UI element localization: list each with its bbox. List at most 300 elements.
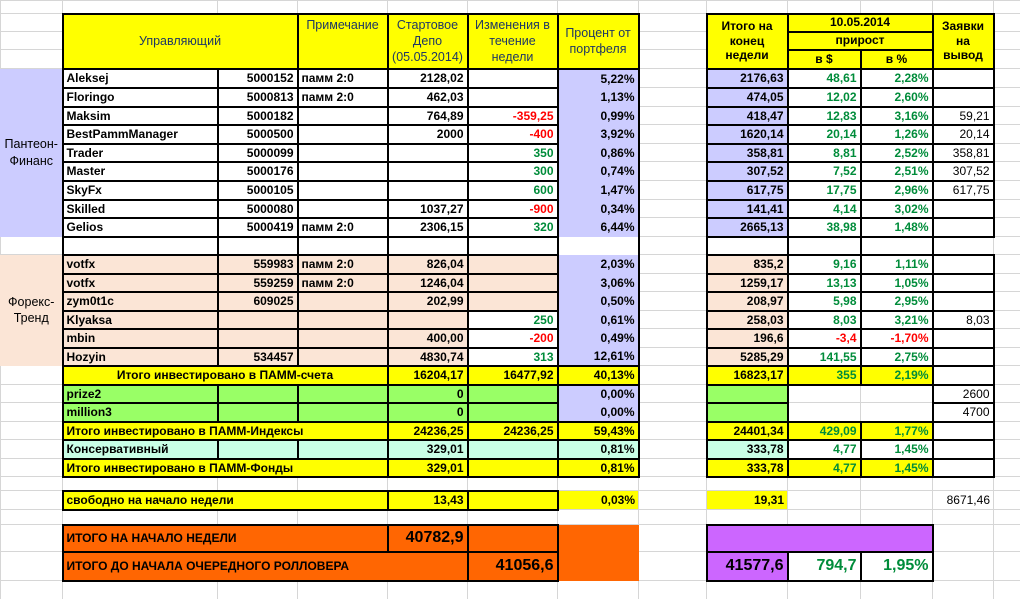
cell-fund-name[interactable]: Консервативный (63, 440, 218, 459)
cell-blank-green[interactable] (218, 403, 298, 422)
cell-index-name[interactable]: prize2 (63, 385, 218, 403)
cell-gain-usd[interactable]: 7,52 (788, 162, 861, 181)
cell-blank (861, 385, 933, 403)
cell-manager-name[interactable]: votfx (63, 274, 218, 292)
cell-week-change[interactable]: 600 (468, 181, 558, 200)
cell-portfolio-pct[interactable]: 0,50% (558, 292, 639, 311)
cell-manager-name[interactable]: Skilled (63, 200, 218, 218)
cell-blank (707, 1, 788, 14)
cell-week-change[interactable]: 24236,25 (468, 422, 558, 440)
cell-blank (468, 477, 558, 491)
spacer-row (1, 237, 1020, 255)
cell-margin (994, 69, 1020, 88)
grand-total-gain-usd[interactable]: 794,7 (788, 552, 861, 581)
cell-start-depo[interactable]: 202,99 (388, 292, 468, 311)
cell-gain-pct[interactable]: 2,52% (861, 144, 933, 162)
cell-portfolio-pct[interactable]: 1,47% (558, 181, 639, 200)
cell-week-total[interactable]: 358,81 (707, 144, 788, 162)
cell-withdraw[interactable]: 358,81 (933, 144, 994, 162)
cell-blank-green[interactable] (218, 385, 298, 403)
cell-blank (63, 581, 218, 599)
cell-blank (788, 237, 861, 255)
cell-portfolio-pct[interactable]: 0,00% (558, 403, 639, 422)
cell-week-total[interactable]: 5285,29 (707, 348, 788, 366)
cell-withdraw[interactable] (933, 255, 994, 274)
cell-gain-pct[interactable]: 1,11% (861, 255, 933, 274)
cell-week-change[interactable]: 250 (468, 311, 558, 329)
cell-gap (639, 274, 707, 292)
cell-gain-usd[interactable]: 355 (788, 366, 861, 385)
grand-total-gain-pct[interactable]: 1,95% (861, 552, 933, 581)
cell-withdraw[interactable] (933, 274, 994, 292)
cell-note[interactable] (298, 311, 388, 329)
cell-withdraw[interactable]: 59,21 (933, 107, 994, 125)
summary-start-label[interactable]: ИТОГО НА НАЧАЛО НЕДЕЛИ (63, 525, 388, 552)
cell-gain-pct[interactable]: 2,75% (861, 348, 933, 366)
cell-margin (994, 32, 1020, 50)
header-portfolio-pct[interactable]: Процент от портфеля (558, 14, 639, 69)
cell-withdraw[interactable]: 307,52 (933, 162, 994, 181)
cell-week-total[interactable]: 617,75 (707, 181, 788, 200)
cell-blank (298, 510, 388, 525)
cell-gain-usd[interactable]: 20,14 (788, 125, 861, 144)
header-manager[interactable]: Управляющий (63, 14, 298, 69)
cell-portfolio-pct[interactable]: 0,49% (558, 329, 639, 348)
cell-blank (788, 491, 861, 510)
cell-blank-cyan[interactable] (218, 440, 298, 459)
cell-gain-pct[interactable]: -1,70% (861, 329, 933, 348)
cell-week-change[interactable] (468, 491, 558, 510)
cell-week-change[interactable] (468, 69, 558, 88)
cell-blank-green[interactable] (298, 403, 388, 422)
cell-blank (1, 50, 63, 69)
header-withdraw[interactable]: Заявки на вывод (933, 14, 994, 69)
cell-note[interactable] (298, 125, 388, 144)
cell-portfolio-pct[interactable]: 5,22% (558, 69, 639, 88)
cell-manager-name[interactable]: zym0t1c (63, 292, 218, 311)
header-gain-usd[interactable]: в $ (788, 50, 861, 69)
cell-manager-name[interactable]: mbin (63, 329, 218, 348)
cell-week-change[interactable]: 320 (468, 218, 558, 237)
cell-blank (639, 581, 707, 599)
grand-total-value[interactable]: 41577,6 (707, 552, 788, 581)
cell-gain-usd[interactable]: 17,75 (788, 181, 861, 200)
cell-blank (558, 477, 639, 491)
cell-portfolio-pct[interactable]: 6,44% (558, 218, 639, 237)
cell-gain-pct[interactable]: 1,05% (861, 274, 933, 292)
cell-blank (468, 581, 558, 599)
cell-portfolio-pct[interactable]: 1,13% (558, 88, 639, 107)
cell-withdraw[interactable] (933, 348, 994, 366)
cell-account[interactable] (218, 311, 298, 329)
blank-row (1, 1, 1020, 14)
cell-start-depo[interactable] (388, 162, 468, 181)
cell-note[interactable]: памм 2:0 (298, 255, 388, 274)
cell-portfolio-pct[interactable]: 2,03% (558, 255, 639, 274)
cell-blank (468, 510, 558, 525)
cell-note[interactable] (298, 200, 388, 218)
summary-rollover-label[interactable]: ИТОГО ДО НАЧАЛА ОЧЕРЕДНОГО РОЛЛОВЕРА (63, 552, 468, 581)
cell-account[interactable] (218, 329, 298, 348)
cell-week-change[interactable] (468, 459, 558, 477)
cell-gain-usd[interactable]: 48,61 (788, 69, 861, 88)
cell-start-depo[interactable]: 462,03 (388, 88, 468, 107)
cell-blank (218, 237, 298, 255)
cell-account[interactable]: 559259 (218, 274, 298, 292)
cell-week-change[interactable] (468, 385, 558, 403)
manager-row (1, 200, 1020, 218)
cell-account[interactable]: 534457 (218, 348, 298, 366)
cell-portfolio-pct[interactable]: 0,61% (558, 311, 639, 329)
cell-gain-pct[interactable]: 1,45% (861, 440, 933, 459)
cell-start-depo[interactable]: 2306,15 (388, 218, 468, 237)
summary-rollover-value[interactable]: 41056,6 (468, 552, 558, 581)
cell-withdraw[interactable] (933, 329, 994, 348)
total-funds-label[interactable]: Итого инвестировано в ПАММ-Фонды (63, 459, 388, 477)
cell-manager-name[interactable]: Klyaksa (63, 311, 218, 329)
cell-withdraw[interactable] (933, 459, 994, 477)
cell-margin (994, 552, 1020, 581)
cell-start-depo[interactable] (388, 144, 468, 162)
cell-margin (994, 125, 1020, 144)
cell-margin (994, 181, 1020, 200)
cell-week-total[interactable]: 1259,17 (707, 274, 788, 292)
cell-gain-usd[interactable]: -3,4 (788, 329, 861, 348)
cell-week-change[interactable] (468, 88, 558, 107)
cell-account[interactable]: 5000080 (218, 200, 298, 218)
cell-gap (639, 50, 707, 69)
cell-blank (861, 237, 933, 255)
cell-week-total[interactable]: 333,78 (707, 459, 788, 477)
cell-account[interactable]: 5000152 (218, 69, 298, 88)
cell-note[interactable] (298, 181, 388, 200)
cell-index-name[interactable]: million3 (63, 403, 218, 422)
cell-gap (639, 144, 707, 162)
cell-gain-usd[interactable]: 5,98 (788, 292, 861, 311)
cell-manager-name[interactable]: Maksim (63, 107, 218, 125)
cell-blank (933, 1, 994, 14)
cell-start-depo[interactable]: 329,01 (388, 459, 468, 477)
header-week-changes[interactable]: Изменения в течение недели (468, 14, 558, 69)
cell-gain-pct[interactable]: 1,26% (861, 125, 933, 144)
total-accounts-label[interactable]: Итого инвестировано в ПАММ-счета (63, 366, 388, 385)
cell-portfolio-pct[interactable]: 0,03% (558, 491, 639, 510)
cell-account[interactable]: 5000813 (218, 88, 298, 107)
cell-withdraw[interactable]: 20,14 (933, 125, 994, 144)
cell-gain-pct[interactable]: 2,19% (861, 366, 933, 385)
cell-blank (788, 403, 861, 422)
cell-gap (639, 385, 707, 403)
cell-gain-pct[interactable]: 1,77% (861, 422, 933, 440)
cell-gain-usd[interactable]: 8,03 (788, 311, 861, 329)
cell-portfolio-pct[interactable]: 0,81% (558, 459, 639, 477)
cell-gain-pct[interactable]: 2,28% (861, 69, 933, 88)
header-gain[interactable]: прирост (788, 32, 933, 50)
cell-note[interactable]: памм 2:0 (298, 274, 388, 292)
index-account-row (1, 403, 1020, 422)
cell-margin (994, 14, 1020, 32)
cell-withdraw[interactable] (933, 69, 994, 88)
cell-week-change[interactable] (468, 440, 558, 459)
cell-week-total[interactable]: 418,47 (707, 107, 788, 125)
cell-portfolio-pct[interactable]: 0,74% (558, 162, 639, 181)
cell-withdraw[interactable] (933, 292, 994, 311)
cell-account[interactable]: 5000105 (218, 181, 298, 200)
cell-week-total[interactable] (707, 403, 788, 422)
cell-account[interactable]: 5000500 (218, 125, 298, 144)
grand-total-header-band[interactable] (707, 525, 933, 552)
cell-gap (639, 88, 707, 107)
cell-blank (63, 1, 218, 14)
cell-account[interactable]: 5000099 (218, 144, 298, 162)
cell-start-depo[interactable]: 16204,17 (388, 366, 468, 385)
cell-gap (639, 237, 707, 255)
manager-row (1, 348, 1020, 366)
cell-note[interactable]: памм 2:0 (298, 69, 388, 88)
cell-week-change[interactable]: 16477,92 (468, 366, 558, 385)
cell-blank (788, 385, 861, 403)
cell-portfolio-pct[interactable]: 3,06% (558, 274, 639, 292)
cell-week-total[interactable]: 19,31 (707, 491, 788, 510)
conservative-row (1, 440, 1020, 459)
cell-blank (639, 477, 707, 491)
header-gain-pct[interactable]: в % (861, 50, 933, 69)
manager-row (1, 329, 1020, 348)
cell-note[interactable] (298, 329, 388, 348)
cell-manager-name[interactable]: Aleksej (63, 69, 218, 88)
cell-gain-usd[interactable]: 13,13 (788, 274, 861, 292)
summary-start-value[interactable]: 40782,9 (388, 525, 468, 552)
cell-margin (994, 107, 1020, 125)
cell-gain-pct[interactable]: 2,95% (861, 292, 933, 311)
cell-gain-usd[interactable]: 12,02 (788, 88, 861, 107)
cell-week-total[interactable]: 307,52 (707, 162, 788, 181)
cell-start-depo[interactable]: 0 (388, 403, 468, 422)
cell-start-depo[interactable]: 400,00 (388, 329, 468, 348)
cell-week-change[interactable] (468, 255, 558, 274)
cell-note[interactable]: памм 2:0 (298, 88, 388, 107)
cell-gap (639, 552, 707, 581)
cell-gain-pct[interactable]: 3,16% (861, 107, 933, 125)
cell-gain-usd[interactable]: 38,98 (788, 218, 861, 237)
cell-start-depo[interactable]: 24236,25 (388, 422, 468, 440)
cell-withdraw-total[interactable]: 8671,46 (933, 491, 994, 510)
cell-orange-blank[interactable] (468, 525, 558, 552)
cell-note[interactable] (298, 348, 388, 366)
cell-withdraw[interactable]: 617,75 (933, 181, 994, 200)
cell-blank (933, 237, 994, 255)
header-week-end-total[interactable]: Итого на конец недели (707, 14, 788, 69)
cell-week-total[interactable]: 1620,14 (707, 125, 788, 144)
cell-start-depo[interactable]: 2000 (388, 125, 468, 144)
cell-portfolio-pct[interactable]: 0,00% (558, 385, 639, 403)
cell-gap (639, 181, 707, 200)
cell-week-change[interactable]: -400 (468, 125, 558, 144)
cell-week-total[interactable]: 16823,17 (707, 366, 788, 385)
cell-manager-name[interactable]: BestPammManager (63, 125, 218, 144)
cell-blank (1, 1, 63, 14)
cell-gain-pct[interactable]: 1,48% (861, 218, 933, 237)
manager-row (1, 69, 1020, 88)
cell-gain-usd[interactable]: 9,16 (788, 255, 861, 274)
cell-start-depo[interactable]: 329,01 (388, 440, 468, 459)
cell-gain-usd[interactable]: 12,83 (788, 107, 861, 125)
manager-row (1, 162, 1020, 181)
cell-manager-name[interactable]: Trader (63, 144, 218, 162)
cell-week-total[interactable]: 835,2 (707, 255, 788, 274)
manager-row (1, 88, 1020, 107)
cell-start-depo[interactable] (388, 181, 468, 200)
cell-week-change[interactable] (468, 274, 558, 292)
cell-gap (639, 403, 707, 422)
cell-gain-usd[interactable]: 141,55 (788, 348, 861, 366)
cell-account[interactable]: 609025 (218, 292, 298, 311)
cell-account[interactable]: 559983 (218, 255, 298, 274)
cell-withdraw[interactable]: 2600 (933, 385, 994, 403)
cell-gain-usd[interactable]: 4,77 (788, 459, 861, 477)
cell-week-total[interactable]: 2176,63 (707, 69, 788, 88)
cell-blank (707, 477, 788, 491)
cell-blank-green[interactable] (298, 385, 388, 403)
cell-withdraw[interactable] (933, 440, 994, 459)
cell-week-total[interactable]: 2665,13 (707, 218, 788, 237)
cell-gain-pct[interactable]: 2,60% (861, 88, 933, 107)
cell-gain-pct[interactable]: 2,51% (861, 162, 933, 181)
cell-start-depo[interactable]: 0 (388, 385, 468, 403)
cell-start-depo[interactable]: 1037,27 (388, 200, 468, 218)
cell-margin (994, 366, 1020, 385)
cell-note[interactable] (298, 107, 388, 125)
cell-week-change[interactable]: -200 (468, 329, 558, 348)
cell-start-depo[interactable]: 13,43 (388, 491, 468, 510)
cell-account[interactable]: 5000419 (218, 218, 298, 237)
cell-blank (298, 581, 388, 599)
cell-portfolio-pct[interactable]: 0,86% (558, 144, 639, 162)
cell-week-change[interactable]: 300 (468, 162, 558, 181)
cell-account[interactable]: 5000176 (218, 162, 298, 181)
cell-manager-name[interactable]: Hozyin (63, 348, 218, 366)
cell-withdraw[interactable] (933, 422, 994, 440)
total-indexes-label[interactable]: Итого инвестировано в ПАММ-Индексы (63, 422, 388, 440)
cell-week-total[interactable]: 258,03 (707, 311, 788, 329)
cell-week-change[interactable]: 313 (468, 348, 558, 366)
cell-note[interactable]: памм 2:0 (298, 218, 388, 237)
group-label-pantheon[interactable]: Пантеон-Финанс (1, 69, 63, 237)
header-start-depo[interactable]: Стартовое Депо (05.05.2014) (388, 14, 468, 69)
cell-margin (994, 311, 1020, 329)
cell-week-change[interactable]: -359,25 (468, 107, 558, 125)
cell-blank (861, 403, 933, 422)
cell-manager-name[interactable]: Gelios (63, 218, 218, 237)
cell-withdraw[interactable] (933, 88, 994, 107)
cell-gap (639, 366, 707, 385)
cell-blank (388, 477, 468, 491)
cell-week-total[interactable]: 196,6 (707, 329, 788, 348)
cell-blank (861, 510, 933, 525)
cell-portfolio-pct[interactable]: 12,61% (558, 348, 639, 366)
cell-withdraw[interactable]: 4700 (933, 403, 994, 422)
cell-week-total[interactable]: 208,97 (707, 292, 788, 311)
cell-blank (707, 510, 788, 525)
cell-blank (1, 237, 63, 255)
cell-withdraw[interactable] (933, 218, 994, 237)
manager-row (1, 107, 1020, 125)
cell-gain-usd[interactable]: 429,09 (788, 422, 861, 440)
cell-week-total[interactable] (707, 385, 788, 403)
cell-margin (994, 88, 1020, 107)
cell-gain-usd[interactable]: 4,77 (788, 440, 861, 459)
cell-note[interactable] (298, 292, 388, 311)
cell-portfolio-pct[interactable]: 0,99% (558, 107, 639, 125)
cell-gain-pct[interactable]: 2,96% (861, 181, 933, 200)
cell-account[interactable]: 5000182 (218, 107, 298, 125)
cell-blank (218, 1, 298, 14)
cell-week-total[interactable]: 141,41 (707, 200, 788, 218)
cell-blank (861, 477, 933, 491)
cell-withdraw[interactable]: 8,03 (933, 311, 994, 329)
cell-start-depo[interactable] (388, 311, 468, 329)
cell-withdraw[interactable] (933, 200, 994, 218)
cell-week-change[interactable] (468, 403, 558, 422)
cell-blank (933, 552, 994, 581)
cell-week-change[interactable]: -900 (468, 200, 558, 218)
cell-week-change[interactable] (468, 292, 558, 311)
cell-blank (1, 366, 63, 385)
cell-note[interactable] (298, 162, 388, 181)
cell-week-total[interactable]: 333,78 (707, 440, 788, 459)
cell-gap (639, 14, 707, 32)
cell-manager-name[interactable]: votfx (63, 255, 218, 274)
cell-week-total[interactable]: 24401,34 (707, 422, 788, 440)
free-funds-label[interactable]: свободно на начало недели (63, 491, 388, 510)
header-note[interactable]: Примечание (298, 14, 388, 69)
cell-blank-cyan[interactable] (298, 440, 388, 459)
cell-gain-usd[interactable]: 4,14 (788, 200, 861, 218)
cell-portfolio-pct[interactable]: 0,81% (558, 440, 639, 459)
cell-start-depo[interactable]: 4830,74 (388, 348, 468, 366)
cell-start-depo[interactable]: 2128,02 (388, 69, 468, 88)
cell-blank (788, 581, 861, 599)
cell-start-depo[interactable]: 826,04 (388, 255, 468, 274)
cell-gain-pct[interactable]: 1,45% (861, 459, 933, 477)
cell-blank (558, 1, 639, 14)
cell-portfolio-pct[interactable]: 40,13% (558, 366, 639, 385)
cell-manager-name[interactable]: SkyFx (63, 181, 218, 200)
cell-gap (639, 107, 707, 125)
cell-blank (994, 477, 1020, 491)
blank-row (1, 510, 1020, 525)
cell-manager-name[interactable]: Floringo (63, 88, 218, 107)
cell-manager-name[interactable]: Master (63, 162, 218, 181)
group-label-forex[interactable]: Форекс-Тренд (1, 255, 63, 366)
cell-week-total[interactable]: 474,05 (707, 88, 788, 107)
cell-portfolio-pct[interactable]: 3,92% (558, 125, 639, 144)
cell-blank (994, 510, 1020, 525)
cell-note[interactable] (298, 144, 388, 162)
cell-start-depo[interactable]: 1246,04 (388, 274, 468, 292)
cell-gain-pct[interactable]: 3,21% (861, 311, 933, 329)
cell-start-depo[interactable]: 764,89 (388, 107, 468, 125)
cell-gain-pct[interactable]: 3,02% (861, 200, 933, 218)
cell-gain-usd[interactable]: 8,81 (788, 144, 861, 162)
cell-blank (388, 237, 468, 255)
header-date[interactable]: 10.05.2014 (788, 14, 933, 32)
cell-portfolio-pct[interactable]: 59,43% (558, 422, 639, 440)
cell-withdraw[interactable] (933, 366, 994, 385)
cell-gap (639, 69, 707, 88)
cell-portfolio-pct[interactable]: 0,34% (558, 200, 639, 218)
cell-week-change[interactable]: 350 (468, 144, 558, 162)
